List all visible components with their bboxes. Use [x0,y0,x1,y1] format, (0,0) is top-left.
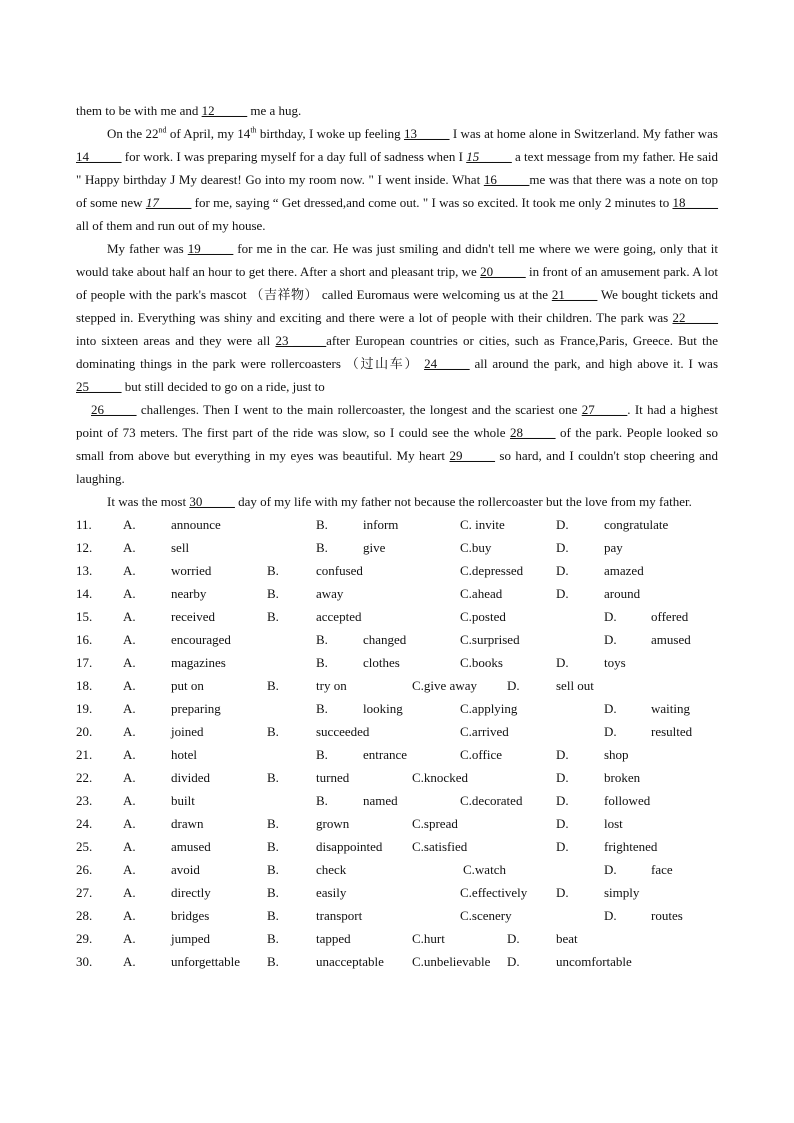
text: all of them and run out of my house. [76,218,266,233]
option-letter-b: B. [316,540,328,555]
option-d: amused [651,632,691,647]
question-number: 16. [76,632,93,647]
option-letter-a: A. [123,609,136,624]
option-d: pay [604,540,623,555]
question-number: 28. [76,908,93,923]
option-d: resulted [651,724,693,739]
option-b: disappointed [316,839,383,854]
text: me a hug. [247,103,302,118]
option-c: C.office [460,747,502,762]
question-number: 27. [76,885,93,900]
question-number: 19. [76,701,93,716]
text: for me in the car. He was just smiling and didn't tell me where we were going, only that it would take about half an hour to get there. After a short and pleasant trip, we [76,241,718,279]
option-letter-b: B. [267,724,279,739]
option-b: turned [316,770,350,785]
question-row [76,651,718,674]
option-letter-a: A. [123,954,136,969]
option-a: received [171,609,216,624]
blank-24: 24_____ [424,356,470,371]
question-number: 30. [76,954,93,969]
option-b: changed [363,632,407,647]
option-b: accepted [316,609,362,624]
option-letter-b: B. [267,678,279,693]
blank-18: 18_____ [672,195,718,210]
option-a: announce [171,517,221,532]
option-letter-d: D. [507,954,520,969]
question-row [76,950,718,973]
option-d: face [651,862,673,877]
option-c: C.decorated [460,793,523,808]
option-c: C.give away [412,678,477,693]
option-letter-b: B. [267,908,279,923]
option-letter-a: A. [123,747,136,762]
option-a: worried [171,563,212,578]
option-letter-b: B. [267,931,279,946]
option-letter-b: B. [267,862,279,877]
option-d: lost [604,816,623,831]
option-letter-b: B. [267,816,279,831]
option-b: entrance [363,747,408,762]
blank-21: 21_____ [551,287,598,302]
option-d: followed [604,793,651,808]
text: for me, saying “ Get dressed,and come out. " I was so excited. It took me only 2 minutes to [191,195,673,210]
question-number: 15. [76,609,93,624]
option-c: C.scenery [460,908,512,923]
question-row [76,697,718,720]
blank-26: 26_____ [91,402,137,417]
option-c: C.knocked [412,770,468,785]
option-letter-d: D. [604,701,617,716]
superscript: nd [158,125,167,135]
option-letter-a: A. [123,724,136,739]
option-b: give [363,540,386,555]
option-letter-b: B. [267,839,279,854]
option-b: inform [363,517,399,532]
option-letter-d: D. [556,586,569,601]
text: in front of an amusement park. A lot of people with the park's mascot （吉祥物） called Euromaus were welcoming us at the [76,264,719,302]
question-row [76,858,718,881]
option-letter-a: A. [123,885,136,900]
option-a: magazines [171,655,226,670]
option-a: amused [171,839,211,854]
option-c: C.effectively [460,885,528,900]
option-a: unforgettable [171,954,241,969]
option-a: drawn [171,816,204,831]
option-letter-d: D. [604,632,617,647]
text: challenges. Then I went to the main rollercoaster, the longest and the scariest one [136,402,582,417]
option-letter-a: A. [123,770,136,785]
question-row [76,812,718,835]
question-row [76,904,718,927]
blank-14: 14_____ [76,149,122,164]
option-letter-b: B. [267,770,279,785]
question-row [76,743,718,766]
option-letter-a: A. [123,701,136,716]
question-row [76,628,718,651]
option-letter-a: A. [123,678,136,693]
option-b: unacceptable [316,954,384,969]
option-letter-d: D. [604,609,617,624]
option-c: C.watch [463,862,506,877]
text: of April, my 14 [166,126,251,141]
option-a: joined [171,724,204,739]
option-letter-a: A. [123,655,136,670]
option-letter-a: A. [123,517,136,532]
option-letter-b: B. [316,793,328,808]
option-letter-d: D. [507,678,520,693]
blank-28: 28_____ [510,425,556,440]
question-number: 20. [76,724,93,739]
question-row [76,536,718,559]
option-d: offered [651,609,689,624]
option-letter-a: A. [123,839,136,854]
text: birthday, I woke up feeling [256,126,404,141]
question-number: 21. [76,747,93,762]
passage-paragraph-1 [76,122,718,237]
superscript: th [250,125,257,135]
question-number: 18. [76,678,93,693]
text: for work. I was preparing myself for a day full of sadness when I [121,149,467,164]
blank-23: 23 _____ [275,333,327,348]
text: all around the park, and high above it. I was [469,356,719,371]
blank-19: 19_____ [187,241,234,256]
option-d: congratulate [604,517,669,532]
blank-20: 20_____ [480,264,526,279]
option-letter-a: A. [123,793,136,808]
option-letter-d: D. [556,563,569,578]
option-b: confused [316,563,363,578]
option-a: put on [171,678,204,693]
option-letter-b: B. [267,954,279,969]
option-a: bridges [171,908,210,923]
option-letter-d: D. [604,724,617,739]
option-c: C.books [460,655,503,670]
option-d: sell out [556,678,594,693]
option-b: grown [316,816,350,831]
question-row [76,927,718,950]
option-b: transport [316,908,363,923]
passage-paragraph-2-cont [76,398,718,490]
blank-22: 22_____ [672,310,718,325]
passage-paragraph-2 [76,237,718,398]
option-letter-d: D. [556,655,569,670]
text: day of my life with my father not because the rollercoaster but the love from my father. [234,494,692,509]
option-letter-b: B. [316,701,328,716]
option-letter-b: B. [316,632,328,647]
document-page [76,99,718,973]
question-row [76,789,718,812]
blank-27: 27_____ [581,402,628,417]
question-row [76,513,718,536]
option-b: away [316,586,344,601]
option-a: divided [171,770,210,785]
question-number: 24. [76,816,93,831]
option-letter-a: A. [123,540,136,555]
option-a: preparing [171,701,221,716]
text: but still decided to go on a ride, just to [121,379,325,394]
option-d: routes [651,908,683,923]
passage-paragraph-3 [76,490,718,513]
option-letter-a: A. [123,862,136,877]
option-letter-b: B. [316,655,328,670]
text: It was the most [107,494,190,509]
option-letter-a: A. [123,908,136,923]
passage-paragraph-0 [76,99,718,122]
question-row [76,835,718,858]
question-number: 13. [76,563,93,578]
text: so hard, and I couldn't stop cheering and laughing. [76,448,718,486]
text: them to be with me and [76,103,202,118]
option-c: C.spread [412,816,458,831]
option-a: built [171,793,195,808]
option-d: simply [604,885,640,900]
blank-25: 25_____ [76,379,122,394]
text: . It had a highest point of 73 meters. The first part of the ride was slow, so I could see the whole [76,402,718,440]
blank-17: 17_____ [145,195,192,210]
question-number: 22. [76,770,93,785]
option-d: toys [604,655,626,670]
option-letter-d: D. [507,931,520,946]
text: a text message from my father. He said " Happy birthday J My dearest! Go into my room now. " I went inside. What [76,149,718,187]
text: after European countries or cities, such as France,Paris, Greece. But the dominating things in the park were rollercoasters （过山车） [76,333,718,371]
option-a: avoid [171,862,200,877]
text: into sixteen areas and they were all [76,333,276,348]
option-a: sell [171,540,190,555]
option-letter-d: D. [556,770,569,785]
option-letter-d: D. [556,540,569,555]
option-letter-a: A. [123,563,136,578]
question-number: 11. [76,517,92,532]
text: We bought tickets and stepped in. Everything was shiny and exciting and there were a lot of people with their children. The park was [76,287,718,325]
option-c: C.arrived [460,724,509,739]
option-d: shop [604,747,629,762]
option-c: C.hurt [412,931,445,946]
option-letter-b: B. [267,609,279,624]
question-number: 26. [76,862,93,877]
option-b: tapped [316,931,351,946]
blank-30: 30_____ [189,494,235,509]
text: On the 22 [107,126,159,141]
option-d: uncomfortable [556,954,632,969]
question-number: 14. [76,586,93,601]
blank-12: 12_____ [201,103,248,118]
blank-15: 15_____ [466,149,512,164]
option-a: directly [171,885,211,900]
blank-13: 13_____ [403,126,450,141]
question-row [76,559,718,582]
option-b: looking [363,701,403,716]
question-list [76,513,718,973]
option-c: C.satisfied [412,839,468,854]
option-b: named [363,793,398,808]
question-row [76,674,718,697]
question-row [76,881,718,904]
option-letter-d: D. [556,747,569,762]
option-b: succeeded [316,724,370,739]
text: me was that there was a note on top of some new [76,172,718,210]
text: My father was [107,241,188,256]
option-letter-b: B. [316,747,328,762]
option-letter-a: A. [123,586,136,601]
question-number: 29. [76,931,93,946]
question-number: 23. [76,793,93,808]
option-letter-d: D. [556,839,569,854]
option-a: encouraged [171,632,231,647]
option-letter-b: B. [267,586,279,601]
option-letter-d: D. [604,862,617,877]
option-letter-a: A. [123,816,136,831]
question-row [76,720,718,743]
option-c: C.buy [460,540,492,555]
question-row [76,582,718,605]
option-letter-b: B. [267,885,279,900]
question-number: 25. [76,839,93,854]
option-d: waiting [651,701,690,716]
option-letter-d: D. [556,793,569,808]
option-c: C.unbelievable [412,954,491,969]
blank-16: 16_____ [483,172,530,187]
option-c: C.posted [460,609,506,624]
option-letter-d: D. [604,908,617,923]
question-number: 12. [76,540,93,555]
option-d: amazed [604,563,644,578]
option-letter-a: A. [123,632,136,647]
option-c: C. invite [460,517,505,532]
text: of the park. People looked so small from above but everything in my eyes was beautiful. My heart [76,425,718,463]
blank-29: 29_____ [449,448,495,463]
option-letter-d: D. [556,816,569,831]
option-d: frightened [604,839,658,854]
option-d: broken [604,770,641,785]
option-c: C.depressed [460,563,524,578]
option-letter-d: D. [556,517,569,532]
option-d: around [604,586,641,601]
question-number: 17. [76,655,93,670]
option-c: C.surprised [460,632,520,647]
option-a: hotel [171,747,197,762]
option-letter-b: B. [316,517,328,532]
option-b: easily [316,885,347,900]
option-b: check [316,862,347,877]
question-row [76,766,718,789]
option-c: C.applying [460,701,518,716]
option-a: nearby [171,586,207,601]
option-b: try on [316,678,347,693]
option-a: jumped [171,931,210,946]
question-row [76,605,718,628]
text: I was at home alone in Switzerland. My father was [449,126,718,141]
option-letter-d: D. [556,885,569,900]
option-c: C.ahead [460,586,503,601]
option-b: clothes [363,655,400,670]
option-letter-b: B. [267,563,279,578]
option-d: beat [556,931,578,946]
option-letter-a: A. [123,931,136,946]
